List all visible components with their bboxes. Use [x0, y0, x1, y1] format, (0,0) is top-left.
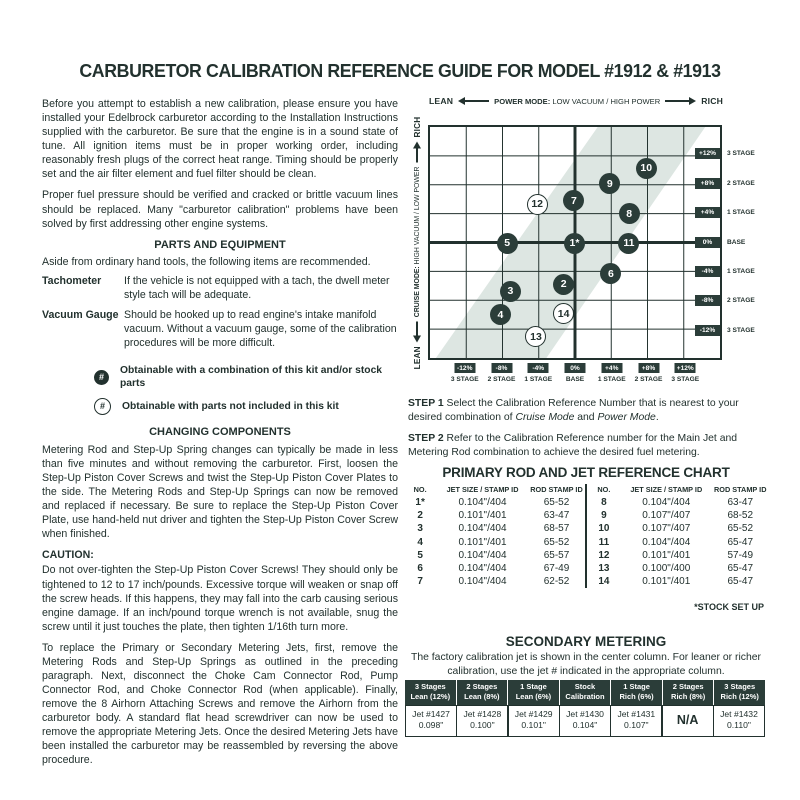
table-row [405, 575, 583, 588]
chart-bottom-labels [428, 363, 722, 387]
ref-no: 9 [601, 510, 607, 522]
ref-no: 7 [417, 576, 423, 588]
x-stage-label: 1 STAGE [597, 376, 626, 383]
legend-not-in-kit-text: Obtainable with parts not included in this kit [122, 400, 339, 412]
x-tick--12%: -12% [454, 363, 475, 373]
rod-stamp: 65-47 [727, 536, 754, 548]
x-stage-label: 3 STAGE [450, 376, 479, 383]
cruise-mode-axis [410, 116, 424, 370]
rod-stamp: 65-47 [727, 563, 754, 575]
y-tick-+12%: +12% [695, 148, 720, 159]
lean-label-top: LEAN [428, 96, 454, 106]
chart-marker-14: 14 [553, 303, 574, 324]
lean-label-left: LEAN [412, 346, 422, 370]
table-row [405, 496, 583, 509]
secondary-jet-cell: Jet #1432 0.110" [714, 706, 764, 736]
chart-grid [428, 125, 722, 360]
step-1-text: STEP 1 Select the Calibration Reference Number that is nearest to your desired combination of Cruise Mode and Power Mode. [408, 398, 739, 424]
vacuum-gauge-row [42, 308, 398, 350]
rod-stamp: 68-52 [727, 510, 754, 522]
caution-paragraph: Do not over-tighten the Step-Up Piston Cover Screws! They should only be tightened to 12 to 17 inch/pounds. Excessive torque will weaken or snap off the screw heads. If this happens, they may fall into the carb causing serious engine damage. If an inch/pound torque wrench is not available, snug the screw until it just touches the plate, then tighten 1/16th turn more. [42, 564, 398, 633]
chart-marker-10: 10 [636, 158, 657, 179]
rod-stamp: 67-49 [543, 563, 570, 575]
legend-item-not-in-kit [94, 398, 398, 415]
jet-size: 0.104"/404 [642, 536, 691, 548]
left-column [42, 97, 398, 775]
x-stage-label: 2 STAGE [487, 376, 516, 383]
table-row [405, 509, 583, 522]
chart-right-labels [727, 125, 767, 360]
secondary-jet-cell: Jet #1429 0.101" [509, 706, 559, 736]
primary-col-header: JET SIZE / STAMP ID [446, 485, 519, 494]
vacuum-gauge-term: Vacuum Gauge [42, 308, 119, 321]
power-mode-axis [411, 96, 741, 106]
cruise-mode-axis-label: CRUISE MODE: HIGH VACUUM / LOW POWER [413, 166, 421, 318]
ref-no: 8 [601, 497, 607, 509]
secondary-jet-cell: Jet #1427 0.098" [406, 706, 456, 736]
stock-setup-footnote: *STOCK SET UP [694, 602, 764, 612]
chart-marker-2: 2 [553, 274, 574, 295]
arrow-up-icon [413, 142, 421, 163]
primary-table-divider [585, 484, 587, 588]
primary-col-header: NO. [413, 485, 427, 494]
rich-label-left: RICH [412, 116, 422, 138]
rod-stamp: 68-57 [543, 523, 570, 535]
primary-table [405, 484, 583, 588]
table-row [589, 549, 767, 562]
x-stage-label: 2 STAGE [634, 376, 663, 383]
table-row [589, 575, 767, 588]
chart-marker-1: 1* [564, 233, 585, 254]
x-tick--4%: -4% [528, 363, 549, 373]
step-2-text: STEP 2 Refer to the Calibration Reference number for the Main Jet and Metering Rod combination to achieve the desired fuel metering. [408, 433, 738, 459]
secondary-header-cell: 2 Stages Rich (8%) [663, 680, 714, 705]
arrow-left-icon [458, 97, 489, 105]
y-tick-+4%: +4% [695, 207, 720, 218]
primary-table-right [589, 484, 767, 588]
primary-col-header: NO. [597, 485, 611, 494]
primary-reference-table [405, 484, 767, 588]
jet-size: 0.107"/407 [642, 510, 691, 522]
y-tick--4%: -4% [695, 266, 720, 277]
rod-stamp: 62-52 [543, 576, 570, 588]
jet-size: 0.101"/401 [458, 510, 507, 522]
rod-stamp: 57-49 [727, 549, 754, 561]
y-stage-label: 3 STAGE [727, 326, 755, 334]
secondary-header-cell: 2 Stages Lean (8%) [457, 680, 508, 705]
tachometer-row [42, 274, 398, 302]
secondary-metering-table [405, 680, 765, 737]
y-tick--12%: -12% [695, 325, 720, 336]
secondary-jet-cell: Jet #1431 0.107" [611, 706, 661, 736]
changing-paragraph-1: Metering Rod and Step-Up Spring changes can typically be made in less than five minutes and without removing the carburetor. First, loosen the Step-Up Piston Cover Screws and twist the Step-Up Piston Cover Plates to the side. The Metering Rods and Step-Up Springs can now be removed and replaced if necessary. Be sure to replace the Step-Up Piston Cover Plate, use hand-held nut driver and tighten the Step-Up Piston Cover Screw when finished. [42, 443, 398, 541]
secondary-table-body [405, 705, 765, 737]
chart-marker-5: 5 [497, 233, 518, 254]
secondary-header-cell: Stock Calibration [560, 680, 611, 705]
arrow-down-icon [413, 321, 421, 342]
secondary-metering-heading: SECONDARY METERING [505, 634, 667, 649]
secondary-header-cell: 1 Stage Rich (6%) [611, 680, 662, 705]
caution-label: CAUTION: [42, 549, 94, 562]
chart-marker-6: 6 [600, 263, 621, 284]
rich-label-top: RICH [701, 96, 724, 106]
ref-no: 11 [598, 536, 610, 548]
jet-size: 0.101"/401 [642, 576, 691, 588]
outline-number-icon: # [94, 398, 111, 415]
y-stage-label: BASE [727, 238, 746, 246]
vacuum-gauge-desc: Should be hooked up to read engine's intake manifold vacuum. Without a vacuum gauge, some of the calibration procedures will be more difficult. [124, 308, 397, 349]
x-tick-0%: 0% [565, 363, 586, 373]
arrow-right-icon [665, 97, 696, 105]
secondary-caption: The factory calibration jet is shown in the center column. For leaner or richer calibration, use the jet # indicated in the appropriate column. [411, 652, 761, 677]
primary-col-header: ROD STAMP ID [714, 485, 767, 494]
rod-stamp: 65-52 [543, 497, 570, 509]
filled-number-icon: # [94, 370, 109, 385]
secondary-table-header [405, 680, 765, 705]
marker-legend [94, 364, 398, 415]
x-tick-+8%: +8% [638, 363, 659, 373]
ref-no: 2 [417, 510, 423, 522]
y-tick-0%: 0% [695, 237, 720, 248]
jet-size: 0.104"/404 [642, 497, 691, 509]
jet-size: 0.104"/404 [458, 549, 507, 561]
chart-marker-12: 12 [527, 194, 548, 215]
y-stage-label: 2 STAGE [727, 179, 755, 187]
chart-marker-8: 8 [619, 203, 640, 224]
rod-stamp: 65-52 [727, 523, 754, 535]
y-stage-label: 1 STAGE [727, 209, 755, 217]
y-stage-label: 1 STAGE [727, 267, 755, 275]
table-row [589, 562, 767, 575]
secondary-header-cell: 3 Stages Lean (12%) [405, 680, 456, 705]
ref-no: 6 [417, 563, 423, 575]
y-stage-label: 3 STAGE [727, 150, 755, 158]
table-row [589, 509, 767, 522]
ref-no: 1* [415, 497, 425, 509]
table-row [405, 536, 583, 549]
ref-no: 13 [598, 563, 610, 575]
ref-no: 3 [417, 523, 423, 535]
x-stage-label: BASE [565, 376, 585, 383]
ref-no: 14 [598, 576, 610, 588]
x-tick--8%: -8% [491, 363, 512, 373]
ref-no: 12 [598, 549, 610, 561]
ref-no: 5 [417, 549, 423, 561]
jet-size: 0.104"/404 [458, 576, 507, 588]
jet-size: 0.101"/401 [642, 549, 691, 561]
primary-chart-heading: PRIMARY ROD AND JET REFERENCE CHART [442, 465, 730, 480]
primary-col-header: JET SIZE / STAMP ID [630, 485, 703, 494]
y-stage-label: 2 STAGE [727, 297, 755, 305]
chart-marker-3: 3 [500, 281, 521, 302]
jet-size: 0.101"/401 [458, 536, 507, 548]
rod-stamp: 65-52 [543, 536, 570, 548]
secondary-header-cell: 3 Stages Rich (12%) [714, 680, 765, 705]
secondary-cell-na: N/A [663, 706, 713, 736]
chart-marker-7: 7 [563, 190, 584, 211]
intro-paragraph-1: Before you attempt to establish a new calibration, please ensure you have installed your Edelbrock carburetor according to the Installation Instructions supplied with the carburetor. Be sure that the engine is in a sound state of tune. All ignition items must be in proper working order, including reasonably fresh plugs of the correct heat range. Timing should be properly set and the air filter element and fuel filter should be clean. [42, 98, 398, 181]
jet-size: 0.100"/400 [642, 563, 691, 575]
y-tick-+8%: +8% [695, 178, 720, 189]
primary-col-header: ROD STAMP ID [530, 485, 583, 494]
ref-no: 10 [598, 523, 610, 535]
rod-stamp: 63-47 [727, 497, 754, 509]
ref-no: 4 [417, 536, 423, 548]
jet-size: 0.107"/407 [642, 523, 691, 535]
tachometer-desc: If the vehicle is not equipped with a tach, the dwell meter style tach will be adequate. [124, 275, 390, 302]
x-stage-label: 3 STAGE [671, 376, 700, 383]
secondary-jet-cell: Jet #1428 0.100" [457, 706, 507, 736]
tachometer-term: Tachometer [42, 275, 102, 288]
x-tick-+12%: +12% [676, 364, 694, 372]
changing-components-heading: CHANGING COMPONENTS [149, 426, 291, 439]
legend-in-kit-text: Obtainable with a combination of this kit and/or stock parts [120, 364, 383, 390]
jet-size: 0.104"/404 [458, 563, 507, 575]
intro-paragraph-2: Proper fuel pressure should be verified and cracked or brittle vacuum lines should be replaced. Many "carburetor calibration" problems have been solved by first addressing other engine systems. [42, 189, 398, 230]
x-tick-+4%: +4% [601, 363, 622, 373]
rod-stamp: 63-47 [543, 510, 570, 522]
page-title: CARBURETOR CALIBRATION REFERENCE GUIDE FOR MODEL #1912 & #1913 [79, 60, 721, 81]
x-stage-label: 1 STAGE [524, 376, 553, 383]
changing-paragraph-3: To replace the Primary or Secondary Metering Jets, first, remove the Metering Rods and Step-Up Springs as outlined in the preceding paragraph. Next, disconnect the Choke Cam Connector Rod, Pump Connector Rod, and Choke Connector Rod (when applicable). Finally, remove the 8 Airhorn Attaching Screws and remove the Airhorn from the carburetor body. A standard flat head screwdriver can now be used to remove the appropriate Metering Jets. Once the desired Metering Jets have been installed the carburetor may be reassembled by reversing the above procedure. [42, 641, 398, 767]
table-row [589, 536, 767, 549]
legend-item-in-kit [94, 364, 398, 391]
chart-marker-4: 4 [490, 304, 511, 325]
secondary-jet-cell: Jet #1430 0.104" [560, 706, 610, 736]
primary-table-left [405, 484, 583, 588]
rod-stamp: 65-57 [543, 549, 570, 561]
jet-size: 0.104"/404 [458, 497, 507, 509]
y-tick--8%: -8% [695, 295, 720, 306]
chart-marker-13: 13 [525, 326, 546, 347]
chart-marker-9: 9 [599, 173, 620, 194]
table-row [589, 522, 767, 535]
chart-marker-11: 11 [618, 233, 639, 254]
parts-equipment-heading: PARTS AND EQUIPMENT [154, 238, 286, 251]
table-row [589, 496, 767, 509]
rod-stamp: 65-47 [727, 576, 754, 588]
parts-lead: Aside from ordinary hand tools, the following items are recommended. [42, 256, 371, 269]
secondary-header-cell: 1 Stage Lean (6%) [508, 680, 559, 705]
power-mode-axis-label: POWER MODE: LOW VACUUM / HIGH POWER [494, 96, 661, 106]
jet-size: 0.104"/404 [458, 523, 507, 535]
primary-table [589, 484, 767, 588]
table-row [405, 549, 583, 562]
table-row [405, 562, 583, 575]
table-row [405, 522, 583, 535]
